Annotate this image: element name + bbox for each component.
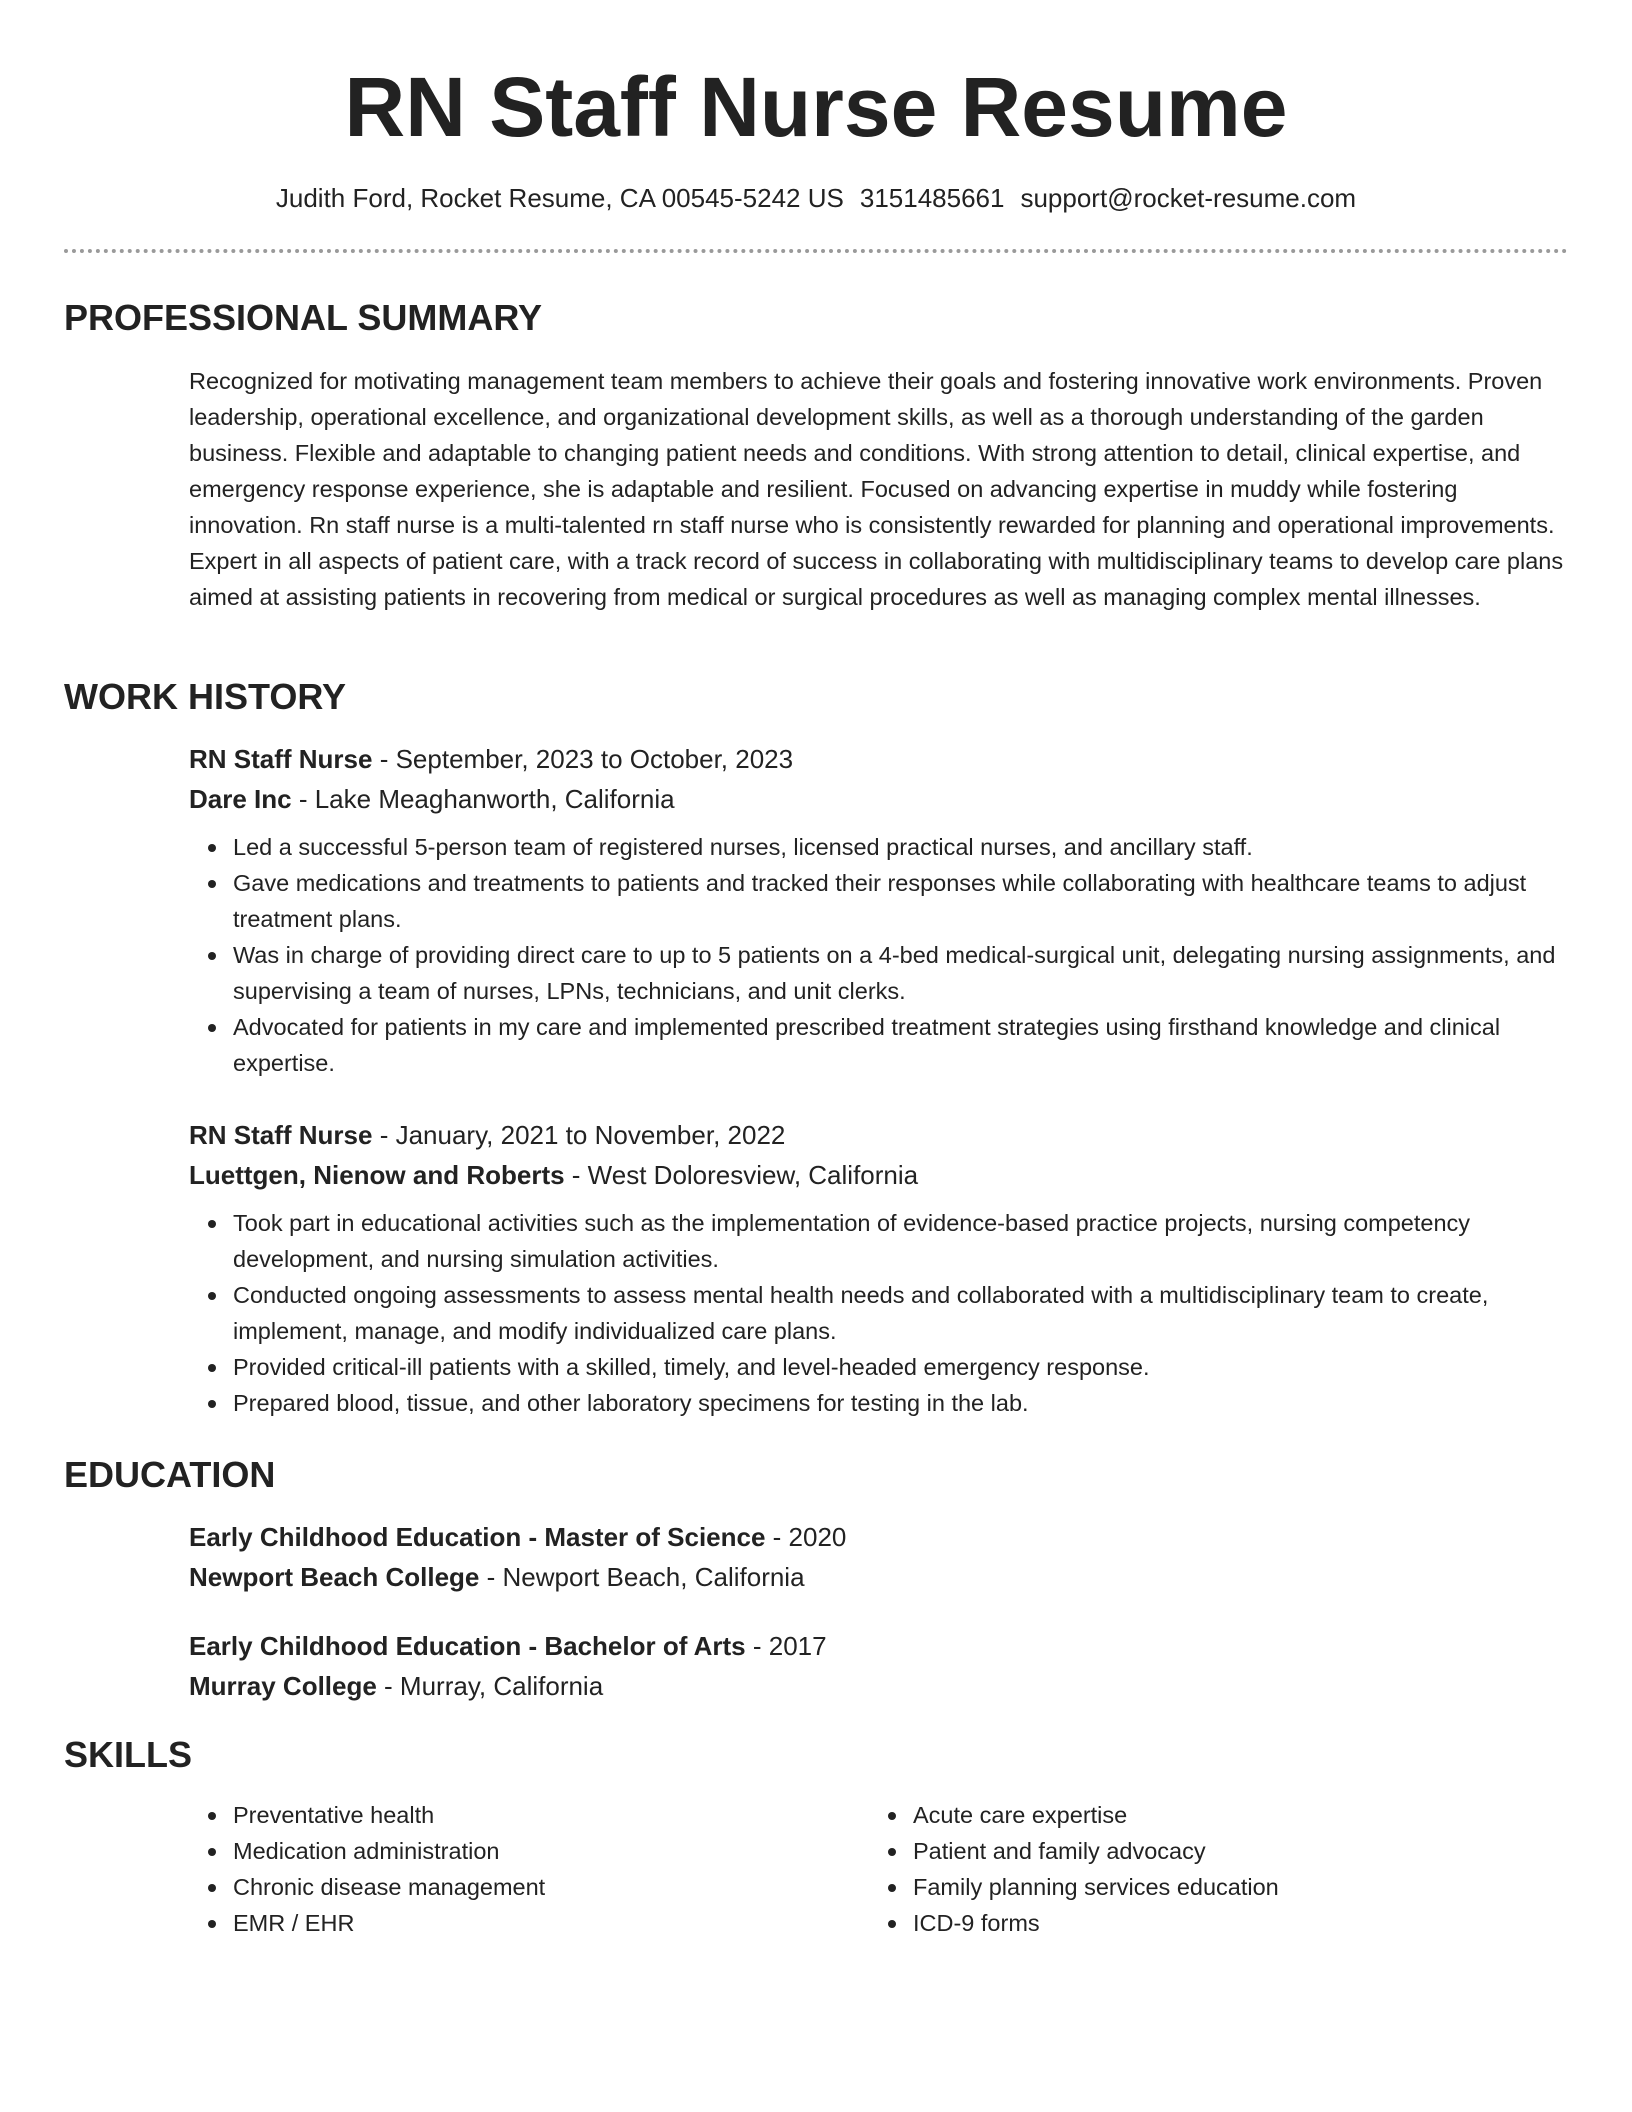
job-location: - Lake Meaghanworth, California: [291, 784, 675, 814]
skill-item: Patient and family advocacy: [913, 1833, 1509, 1869]
job-title-line: [189, 1115, 1569, 1155]
school-line: [189, 1557, 1569, 1597]
summary-heading: PROFESSIONAL SUMMARY: [64, 297, 543, 338]
contact-line: [0, 180, 1632, 216]
summary-text: Recognized for motivating management team members to achieve their goals and fostering innovative work environments. Proven leadership, operational excellence, and organizational development skills, as well as a thorough understanding of the garden business. Flexible and adaptable to changing patient needs and conditions. With strong attention to detail, clinical expertise, and emergency response experience, she is adaptable and resilient. Focused on advancing expertise in muddy while fostering innovation. Rn staff nurse is a multi-talented rn staff nurse who is consistently rewarded for planning and operational improvements. Expert in all aspects of patient care, with a track record of success in collaborating with multidisciplinary teams to develop care plans aimed at assisting patients in recovering from medical or surgical procedures as well as managing complex mental illnesses.: [189, 368, 1564, 610]
job-bullets: [189, 1205, 1569, 1421]
job-company-line: [189, 779, 1569, 819]
resume-title: RN Staff Nurse Resume: [344, 60, 1288, 154]
degree-year: - 2020: [765, 1522, 847, 1552]
school-location: - Newport Beach, California: [479, 1562, 805, 1592]
list-item: Prepared blood, tissue, and other laboratory specimens for testing in the lab.: [233, 1385, 1569, 1421]
degree-line: [189, 1626, 1569, 1666]
skills-list-left: [189, 1797, 829, 1941]
skill-item: Preventative health: [233, 1797, 829, 1833]
school-line: [189, 1666, 1569, 1706]
education-heading: EDUCATION: [64, 1454, 276, 1495]
contact-phone: 3151485661: [859, 183, 1005, 213]
header-divider: [64, 249, 1568, 253]
job-entry-1: [189, 739, 1569, 1081]
skill-item: Family planning services education: [913, 1869, 1509, 1905]
degree: Early Childhood Education - Bachelor of Arts: [189, 1631, 746, 1661]
list-item: Led a successful 5-person team of registered nurses, licensed practical nurses, and ancillary staff.: [233, 829, 1569, 865]
list-item: Advocated for patients in my care and implemented prescribed treatment strategies using firsthand knowledge and clinical expertise.: [233, 1009, 1569, 1081]
job-company-line: [189, 1155, 1569, 1195]
list-item: Provided critical-ill patients with a skilled, timely, and level-headed emergency response.: [233, 1349, 1569, 1385]
skill-item: Chronic disease management: [233, 1869, 829, 1905]
job-title-line: [189, 739, 1569, 779]
education-entry-2: [189, 1626, 1569, 1706]
job-company: Luettgen, Nienow and Roberts: [189, 1160, 565, 1190]
degree: Early Childhood Education - Master of Science: [189, 1522, 766, 1552]
job-company: Dare Inc: [189, 784, 292, 814]
list-item: Conducted ongoing assessments to assess mental health needs and collaborated with a multidisciplinary team to create, implement, manage, and modify individualized care plans.: [233, 1277, 1569, 1349]
skill-item: Acute care expertise: [913, 1797, 1509, 1833]
skills-column-left: [189, 1797, 829, 1941]
skills-list-right: [869, 1797, 1509, 1941]
education-entry-1: [189, 1517, 1569, 1597]
job-title: RN Staff Nurse: [189, 1120, 373, 1150]
school: Murray College: [189, 1671, 377, 1701]
job-bullets: [189, 829, 1569, 1081]
school-location: - Murray, California: [376, 1671, 604, 1701]
skill-item: ICD-9 forms: [913, 1905, 1509, 1941]
skills-heading: SKILLS: [64, 1734, 193, 1775]
job-dates: - January, 2021 to November, 2022: [372, 1120, 786, 1150]
skill-item: Medication administration: [233, 1833, 829, 1869]
work-history-heading: WORK HISTORY: [64, 676, 347, 717]
degree-line: [189, 1517, 1569, 1557]
job-title: RN Staff Nurse: [189, 744, 373, 774]
degree-year: - 2017: [745, 1631, 827, 1661]
contact-email: support@rocket-resume.com: [1020, 183, 1357, 213]
skills-column-right: [869, 1797, 1509, 1941]
school: Newport Beach College: [189, 1562, 480, 1592]
list-item: Took part in educational activities such as the implementation of evidence-based practice projects, nursing competency development, and nursing simulation activities.: [233, 1205, 1569, 1277]
job-entry-2: [189, 1115, 1569, 1421]
skill-item: EMR / EHR: [233, 1905, 829, 1941]
job-location: - West Doloresview, California: [564, 1160, 919, 1190]
list-item: Gave medications and treatments to patients and tracked their responses while collaborating with healthcare teams to adjust treatment plans.: [233, 865, 1569, 937]
contact-address: Judith Ford, Rocket Resume, CA 00545-5242 US: [275, 183, 844, 213]
job-dates: - September, 2023 to October, 2023: [372, 744, 794, 774]
list-item: Was in charge of providing direct care to up to 5 patients on a 4-bed medical-surgical unit, delegating nursing assignments, and supervising a team of nurses, LPNs, technicians, and unit clerks.: [233, 937, 1569, 1009]
